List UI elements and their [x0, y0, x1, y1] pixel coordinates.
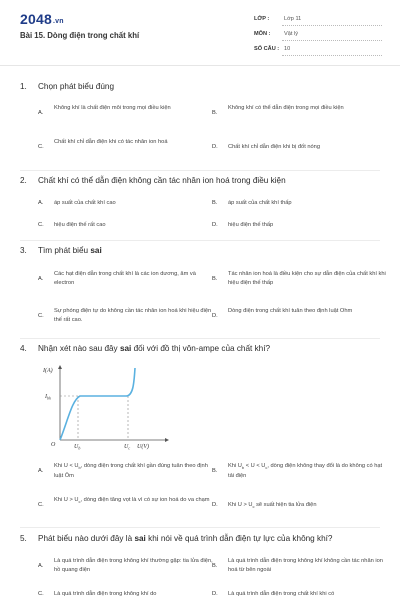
question-5-title — [20, 534, 332, 543]
option-letter: D. — [212, 502, 218, 508]
meta-count-label: SỐ CÂU : — [254, 46, 280, 52]
option-text: Khi $U < U_b$, dòng điện trong chất khí gần đúng tuân theo định luật Ôm — [54, 463, 208, 480]
option-text: Là quá trình dẫn điện trong không khí thường gặp: tia lửa điện, hồ quang điện — [54, 558, 213, 573]
question-text: Tìm phát biểu — [38, 246, 91, 255]
option-text: Dòng điện trong chất khí tuân theo định luật Ohm — [228, 308, 353, 314]
question-3-title — [20, 246, 102, 255]
graph-u-label: U(V) — [137, 444, 149, 450]
option-letter: C. — [38, 313, 44, 319]
question-emphasis: sai — [90, 246, 102, 255]
page-header — [0, 0, 400, 66]
meta-rule — [282, 55, 382, 56]
option-text: Chất khí chỉ dẫn điện khi có tác nhân ion hoá — [54, 139, 168, 145]
option-text: Khi $U_b < U < U_c$, dòng điện không thay đổi là do không có hạt tải điện — [228, 463, 383, 480]
logo-suffix: .vn — [52, 18, 64, 25]
question-number: 3. — [20, 246, 27, 255]
question-1-title — [20, 82, 114, 91]
option-letter: A. — [38, 200, 44, 206]
option-letter: A. — [38, 563, 44, 569]
question-number: 1. — [20, 82, 27, 91]
question-divider — [20, 338, 380, 339]
question-text-end: đối với đồ thị vôn-ampe của chất khí? — [131, 344, 271, 353]
graph-i-arrow — [58, 365, 62, 369]
option-letter: B. — [212, 563, 218, 569]
option-letter: B. — [212, 276, 218, 282]
option-text: Sự phóng điện tự do không cần tác nhân ion hoá khi hiệu điện thế rất cao. — [54, 308, 212, 323]
question-text: Chọn phát biểu đúng — [38, 82, 115, 91]
question-divider — [20, 170, 380, 171]
option-text: hiệu điện thế rất cao — [54, 222, 106, 228]
option-letter: A. — [38, 110, 44, 116]
current-voltage-graph — [40, 362, 170, 450]
question-2-title — [20, 176, 286, 185]
question-4-title — [20, 344, 270, 353]
option-text: Là quá trình dẫn điện trong không khí không cần tác nhân ion hoá từ bên ngoài — [228, 558, 383, 573]
option-letter: D. — [212, 222, 218, 228]
question-number: 5. — [20, 534, 27, 543]
question-text-end: khi nói về quá trình dẫn điện tự lực của không khí? — [145, 534, 333, 543]
option-text: Khi $U > U_c$ sẽ xuất hiện tia lửa điện — [228, 502, 317, 510]
logo-text: 2048 — [20, 11, 52, 27]
option-letter: C. — [38, 222, 44, 228]
option-text: Khi $U > U_c$, dòng điện tăng vọt là vì có sự ion hoá do va chạm — [54, 497, 210, 505]
option-text: hiệu điện thế thấp — [228, 222, 274, 228]
option-letter: B. — [212, 468, 218, 474]
graph-ub-label: $U_b$ — [74, 444, 81, 450]
meta-count-value: 10 — [284, 46, 291, 52]
graph-curve — [60, 368, 135, 440]
site-logo[interactable] — [20, 11, 64, 27]
graph-origin-label: O — [51, 442, 56, 448]
option-text: Là quá trình dẫn điện trong chất khí khi có — [228, 591, 335, 597]
option-text: Không khí có thể dẫn điện trong mọi điều kiện — [228, 105, 344, 111]
option-letter: C. — [38, 502, 44, 508]
question-emphasis: sai — [119, 344, 132, 353]
option-letter: D. — [212, 144, 218, 150]
option-text: áp suất của chất khí cao — [54, 200, 116, 206]
option-text: Tác nhân ion hoá là điều kiện cho sự dẫn điện của chất khí khi hiệu điện thế thấp — [228, 271, 386, 286]
question-emphasis: sai — [134, 534, 146, 543]
option-letter: B. — [212, 200, 218, 206]
option-text: áp suất của chất khí thấp — [228, 200, 292, 206]
option-text: Chất khí chỉ dẫn điện khi bị đốt nóng — [228, 144, 321, 150]
option-letter: A. — [38, 276, 44, 282]
option-letter: D. — [212, 591, 218, 597]
option-letter: D. — [212, 313, 218, 319]
meta-rule — [282, 40, 382, 41]
graph-i-label: I(A) — [43, 368, 53, 374]
lesson-title: Bài 15. Dòng điện trong chất khí — [20, 31, 140, 40]
question-divider — [20, 527, 380, 528]
option-text: Là quá trình dẫn điện trong không khí do — [54, 591, 157, 597]
meta-subject-value: Vật lý — [284, 31, 298, 37]
option-letter: C. — [38, 144, 44, 150]
question-number: 4. — [20, 344, 27, 353]
option-letter: C. — [38, 591, 44, 597]
option-text: Các hạt điện dẫn trong chất khí là các ion dương, âm và electron — [54, 271, 196, 286]
option-letter: B. — [212, 110, 218, 116]
option-text: Không khí là chất điện môi trong mọi điều kiện — [54, 105, 171, 111]
question-text: Phát biểu nào dưới đây là — [38, 534, 135, 543]
question-divider — [20, 240, 380, 241]
question-text: Nhận xét nào sau đây — [38, 344, 120, 353]
graph-u-arrow — [165, 438, 169, 442]
graph-uc-label: $U_c$ — [124, 444, 131, 450]
meta-class-label: LỚP : — [254, 16, 270, 22]
meta-subject-label: MÔN : — [254, 31, 271, 37]
question-number: 2. — [20, 176, 27, 185]
option-letter: A. — [38, 468, 44, 474]
question-text: Chất khí có thể dẫn điện không cần tác nhân ion hoá trong điều kiện — [38, 176, 286, 185]
graph-ibh-label: $I_{bh}$ — [45, 394, 51, 401]
meta-rule — [282, 25, 382, 26]
meta-class-value: Lớp 11 — [284, 16, 302, 22]
